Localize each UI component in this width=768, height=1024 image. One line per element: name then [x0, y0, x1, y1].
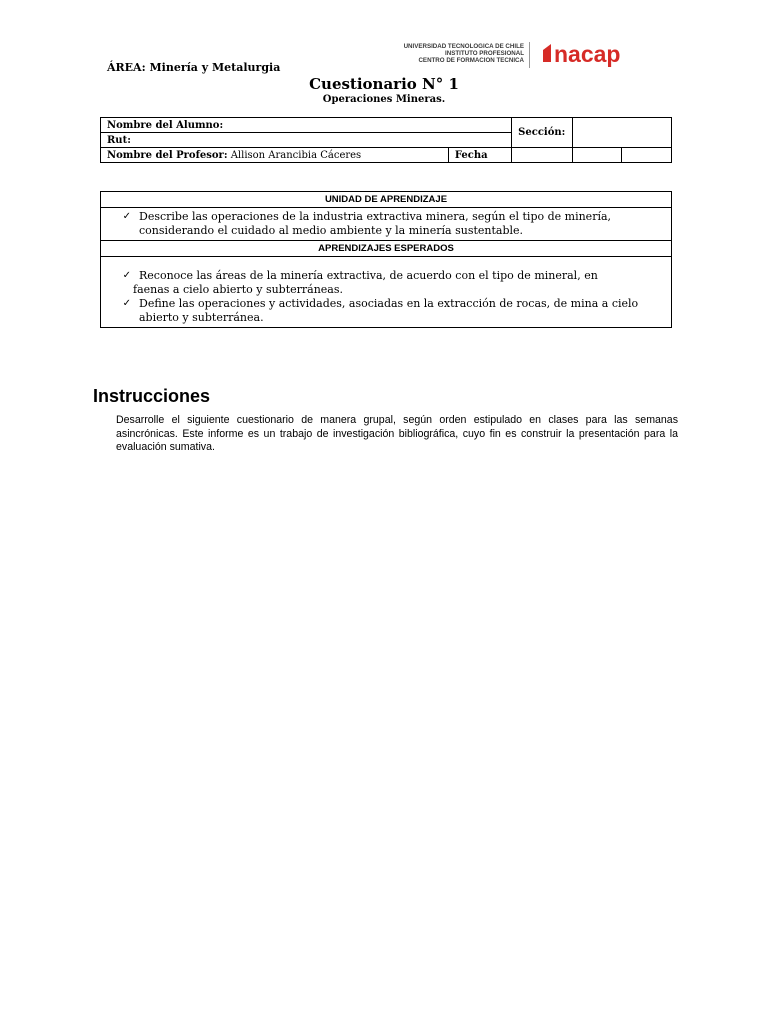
- page-subtitle: Operaciones Mineras.: [322, 94, 446, 105]
- student-name-label: Nombre del Alumno:: [107, 119, 224, 131]
- expected-items-cell: [101, 257, 672, 328]
- expected-item-1-continuation: faenas a cielo abierto y subterráneas.: [133, 283, 344, 296]
- area-label: ÁREA: Minería y Metalurgia: [107, 61, 281, 74]
- instructions-heading: Instrucciones: [93, 386, 211, 406]
- date-label: Fecha: [454, 149, 488, 161]
- unit-header: UNIDAD DE APRENDIZAJE: [101, 192, 672, 208]
- logo-divider: [529, 42, 530, 68]
- expected-item-2-text: Define las operaciones y actividades, asociadas en la extracción de rocas, de mina a cielo abierto y subterránea.: [139, 297, 639, 324]
- rut-cell[interactable]: [101, 133, 512, 148]
- student-name-cell[interactable]: [101, 118, 512, 133]
- teacher-cell: [101, 148, 449, 163]
- section-label: Sección:: [518, 127, 566, 138]
- unit-item: [107, 210, 653, 238]
- date-month-cell[interactable]: [573, 148, 621, 163]
- unit-item-cell: [101, 208, 672, 241]
- inacap-logo: [541, 41, 661, 71]
- inacap-logo-icon: [541, 41, 661, 71]
- institution-line-3: CENTRO DE FORMACION TECNICA: [418, 57, 524, 65]
- unit-item-text: Describe las operaciones de la industria extractiva minera, según el tipo de minería, considerando el cuidado al medio ambiente y la minería sustentable.: [139, 210, 612, 237]
- expected-item-2: [107, 297, 653, 325]
- check-icon: ✓: [122, 211, 131, 222]
- date-label-cell: [448, 148, 511, 163]
- learning-table: [100, 191, 672, 328]
- check-icon: ✓: [122, 270, 131, 281]
- section-label-cell: [512, 118, 573, 148]
- expected-header: APRENDIZAJES ESPERADOS: [101, 241, 672, 257]
- institution-line-1: UNIVERSIDAD TECNOLOGICA DE CHILE: [403, 43, 524, 50]
- institution-name: [396, 43, 524, 65]
- rut-label: Rut:: [107, 134, 131, 146]
- teacher-label: Nombre del Profesor:: [107, 149, 228, 161]
- date-day-cell[interactable]: [512, 148, 573, 163]
- teacher-name: Allison Arancibia Cáceres: [227, 149, 362, 161]
- instructions-body: Desarrolle el siguiente cuestionario de manera grupal, según orden estipulado en clases para las semanas asincrónicas. Este informe es un trabajo de investigación bibliográfica, cuyo fin es construir la presentación para la evaluación sumativa.: [116, 414, 678, 453]
- page-title: Cuestionario N° 1: [309, 75, 459, 93]
- expected-item-1: [107, 269, 653, 283]
- expected-item-1-text: Reconoce las áreas de la minería extractiva, de acuerdo con el tipo de mineral, en: [139, 269, 598, 282]
- student-info-table: [100, 117, 672, 163]
- check-icon: ✓: [122, 298, 131, 309]
- section-value-cell[interactable]: [573, 118, 672, 148]
- institution-line-2: INSTITUTO PROFESIONAL: [445, 50, 524, 58]
- date-year-cell[interactable]: [621, 148, 671, 163]
- logo-wordmark: nacap: [554, 41, 621, 67]
